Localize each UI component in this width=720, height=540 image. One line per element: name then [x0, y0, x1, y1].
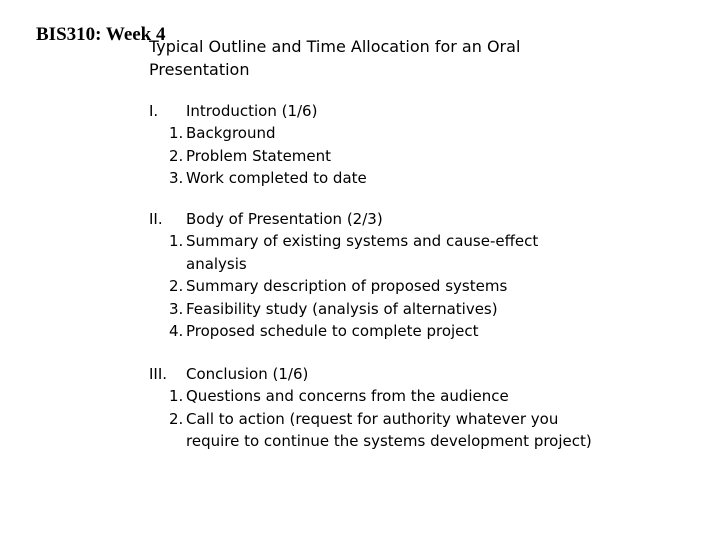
item-number: 2.: [169, 146, 184, 165]
item-number: 2.: [169, 277, 184, 295]
item-number: 1.: [169, 387, 184, 405]
section-item-list: [149, 122, 606, 190]
course-week-label: BIS310: Week 4: [36, 24, 166, 45]
section-heading: [149, 100, 606, 122]
section-numeral: III.: [149, 365, 168, 383]
section-heading: [149, 208, 606, 230]
item-number: 3.: [169, 169, 184, 187]
list-item: [149, 385, 606, 408]
item-number: 3.: [169, 299, 184, 318]
item-text: Proposed schedule to complete project: [186, 322, 479, 340]
list-item: [149, 320, 606, 343]
item-text: Questions and concerns from the audience: [186, 387, 509, 405]
outline-section-conclusion: [149, 363, 606, 453]
list-item: [149, 298, 606, 321]
section-numeral: I.: [149, 102, 159, 120]
item-text: Feasibility study (analysis of alternatives): [186, 299, 498, 318]
list-item: [149, 275, 606, 298]
item-text: Background: [186, 124, 276, 142]
item-text: Summary of existing systems and cause-effect analysis: [186, 232, 539, 273]
item-number: 1.: [169, 124, 184, 142]
list-item: [149, 408, 606, 453]
item-text: Call to action (request for authority whatever you require to continue the systems development project): [186, 409, 592, 450]
list-item: [149, 230, 578, 275]
section-item-list: [149, 385, 606, 453]
item-text: Summary description of proposed systems: [186, 277, 508, 295]
list-item: [149, 122, 606, 145]
item-number: 1.: [169, 232, 184, 250]
section-numeral: II.: [149, 210, 163, 228]
list-item: [149, 145, 606, 168]
section-heading: [149, 363, 606, 385]
list-item: [149, 167, 606, 190]
section-title: Body of Presentation (2/3): [186, 210, 383, 228]
item-text: Problem Statement: [186, 146, 332, 165]
section-title: Introduction (1/6): [186, 102, 318, 120]
item-text: Work completed to date: [186, 169, 367, 187]
item-number: 4.: [169, 322, 184, 340]
section-title: Conclusion (1/6): [186, 365, 309, 383]
item-number: 2.: [169, 409, 184, 428]
outline-section-introduction: [149, 100, 606, 190]
section-item-list: [149, 230, 606, 343]
page-title: Typical Outline and Time Allocation for an Oral Presentation: [149, 37, 521, 79]
outline-section-body: [149, 208, 606, 343]
